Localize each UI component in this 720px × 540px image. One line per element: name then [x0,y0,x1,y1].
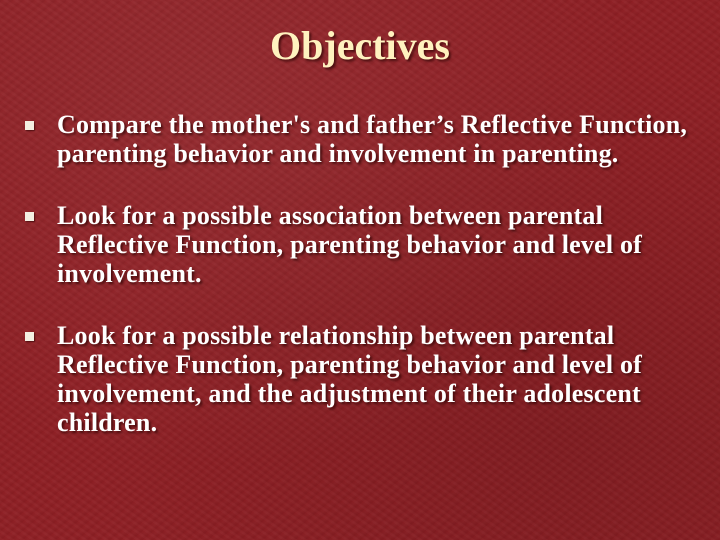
square-bullet-icon [25,212,34,221]
bullet-item [0,321,720,437]
bullet-item [0,201,720,288]
square-bullet-icon [25,121,34,130]
bullet-text: Look for a possible association between parental Reflective Function, parenting behavior and level of involvement. [57,201,643,288]
bullet-text: Look for a possible relationship between parental Reflective Function, parenting behavior and level of involvement, and the adjustment of their adolescent children. [57,321,643,437]
square-bullet-icon [25,332,34,341]
bullet-item [0,110,720,168]
slide-title: Objectives [270,23,450,68]
bullet-text: Compare the mother's and father’s Reflective Function, parenting behavior and involvement in parenting. [57,110,688,168]
bullet-list [0,110,720,470]
